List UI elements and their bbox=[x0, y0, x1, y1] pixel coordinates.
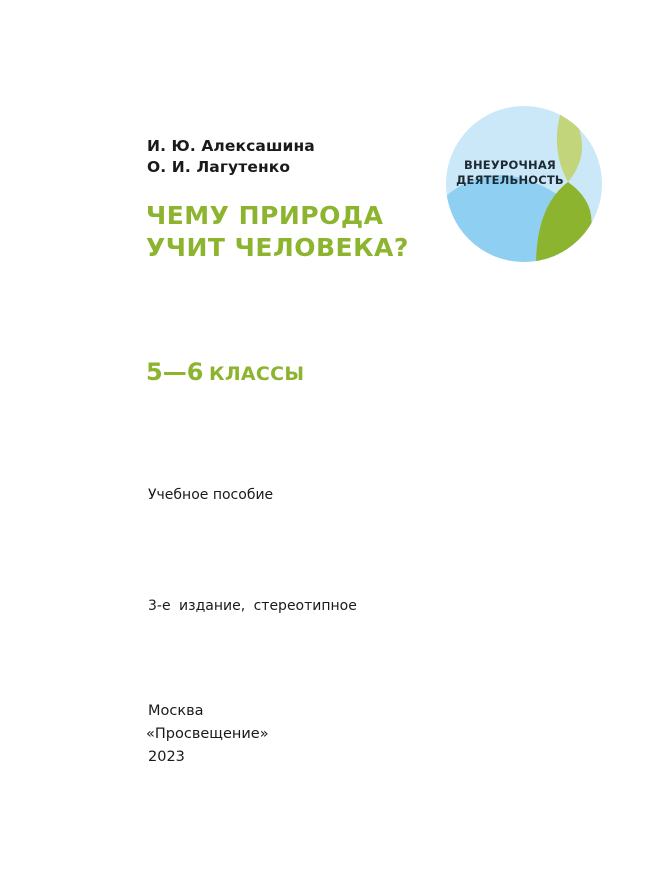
imprint bbox=[146, 700, 269, 769]
grade-numbers: 5—6 bbox=[146, 358, 204, 386]
book-title bbox=[146, 200, 409, 264]
grade-range bbox=[146, 358, 304, 386]
author-2: О. И. Лагутенко bbox=[147, 158, 291, 176]
title-line-2: УЧИТ ЧЕЛОВЕКА? bbox=[146, 233, 409, 262]
authors bbox=[147, 136, 315, 178]
publisher: «Просвещение» bbox=[146, 726, 269, 742]
year: 2023 bbox=[148, 749, 185, 765]
edition: 3-е издание, стереотипное bbox=[148, 598, 357, 614]
grade-word: КЛАССЫ bbox=[208, 363, 305, 385]
title-line-1: ЧЕМУ ПРИРОДА bbox=[146, 201, 384, 230]
subtitle: Учебное пособие bbox=[148, 487, 274, 503]
author-1: И. Ю. Алексашина bbox=[147, 137, 315, 155]
badge-label: ВНЕУРОЧНАЯ ДЕЯТЕЛЬНОСТЬ bbox=[456, 158, 564, 187]
city: Москва bbox=[148, 703, 204, 719]
